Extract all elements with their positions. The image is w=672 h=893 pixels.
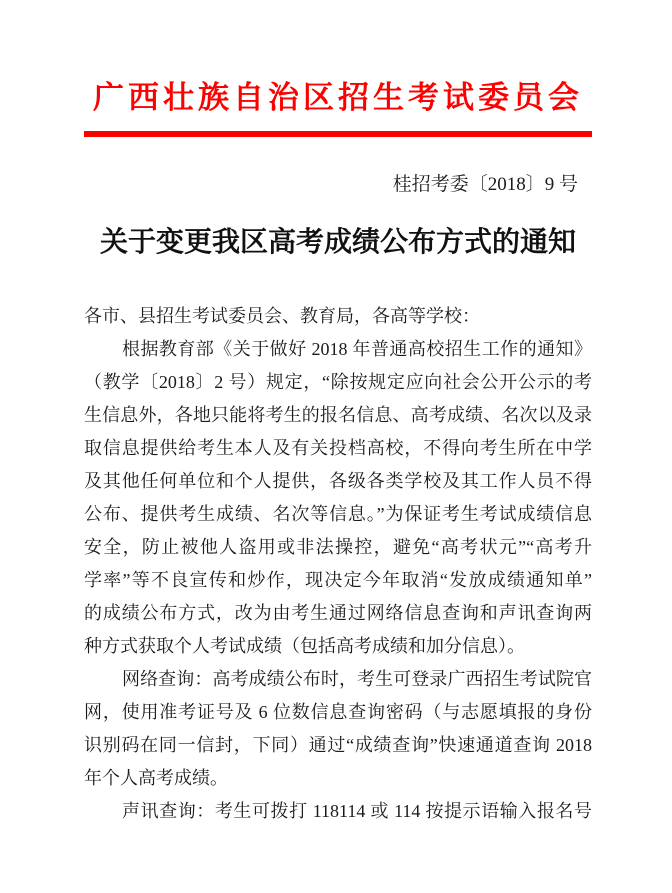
- body-text-line: （教学〔2018〕2 号）规定，“除按规定应向社会公开公示的考: [84, 372, 592, 392]
- body-text-line: 识别码在同一信封，下同）通过“成绩查询”快速通道查询 2018: [84, 735, 592, 755]
- body-text-line: 网络查询：高考成绩公布时，考生可登录广西招生考试院官: [122, 669, 592, 689]
- body-text-line: 的成绩公布方式，改为由考生通过网络信息查询和声讯查询两: [84, 603, 592, 623]
- body-text-line: 根据教育部《关于做好 2018 年普通高校招生工作的通知》: [122, 339, 592, 359]
- issuing-authority-title: 广西壮族自治区招生考试委员会: [93, 80, 583, 115]
- body-text-line: 网，使用准考证号及 6 位数信息查询密码（与志愿填报的身份: [84, 702, 592, 722]
- body-text-line: 安全，防止被他人盗用或非法操控，避免“高考状元”“高考升: [84, 537, 592, 557]
- body-text-line: 生信息外，各地只能将考生的报名信息、高考成绩、名次以及录: [84, 405, 592, 425]
- body-text-line: 年个人高考成绩。: [84, 768, 228, 788]
- body-text-line: 声讯查询：考生可拨打 118114 或 114 按提示语输入报名号: [122, 801, 592, 821]
- notice-body: [84, 300, 592, 828]
- body-text-line: 及其他任何单位和个人提供，各级各类学校及其工作人员不得: [84, 471, 592, 491]
- document-number: 桂招考委〔2018〕9 号: [392, 174, 578, 195]
- notice-title: 关于变更我区高考成绩公布方式的通知: [99, 227, 576, 258]
- body-text-line: 取信息提供给考生本人及有关投档高校，不得向考生所在中学: [84, 438, 592, 458]
- header-divider-rule: [84, 131, 592, 137]
- body-text-line: 公布、提供考生成绩、名次等信息。”为保证考生考试成绩信息: [84, 504, 592, 524]
- body-text-line: 各市、县招生考试委员会、教育局，各高等学校：: [84, 306, 480, 326]
- body-text-line: 种方式获取个人考试成绩（包括高考成绩和加分信息）。: [84, 636, 525, 656]
- body-text-line: 学率”等不良宣传和炒作，现决定今年取消“发放成绩通知单”: [84, 570, 592, 590]
